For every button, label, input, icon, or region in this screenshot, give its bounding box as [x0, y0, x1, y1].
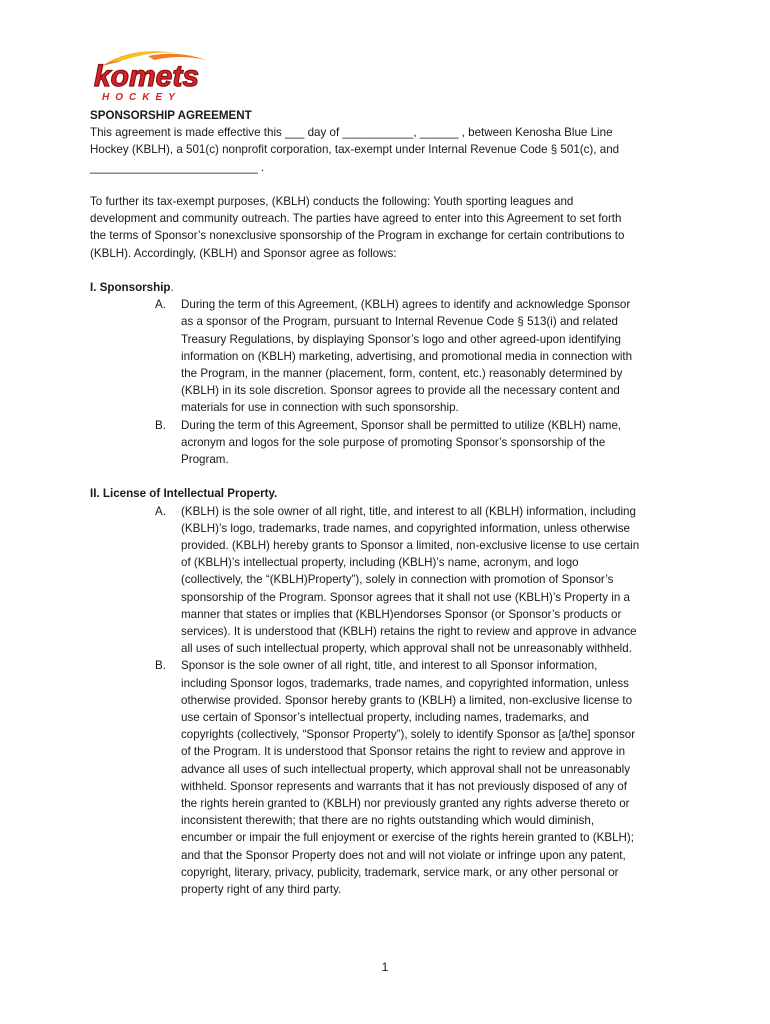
agreement-body [90, 107, 690, 898]
clause-line: of the Program. It is understood that Sponsor retains the right to review and approve in [181, 745, 626, 759]
clause-line: manner that states or implies that (KBLH)endorses Sponsor (or Sponsor’s products or [181, 607, 622, 621]
clause-text [181, 503, 690, 658]
clause-label: A. [155, 504, 166, 518]
clause-line: inconsistent therewith; that there are no rights outstanding which would diminish, [181, 814, 595, 828]
purpose-line: To further its tax-exempt purposes, (KBLH) conducts the following: Youth sporting leagues and [90, 195, 574, 208]
sponsorship-clauses [90, 296, 690, 468]
clause-line: Treasury Regulations, by displaying Sponsor’s logo and other agreed-upon identifying [181, 332, 621, 346]
clause-line: encumber or impair the full enjoyment or exercise of the rights herein granted to (KBLH); [181, 831, 635, 845]
clause-line: the Program, in the manner (placement, form, content, etc.) reasonably determined by [181, 367, 623, 381]
clause-label: A. [155, 298, 166, 312]
clause-line: the rights herein granted to (KBLH) nor previously granted any rights adverse thereto or [181, 797, 630, 811]
logo-word: komets [94, 60, 200, 93]
clause-line: (collectively, the “(KBLH)Property”), solely in connection with promotion of Sponsor’s [181, 573, 614, 587]
clause-line: services). It is understood that (KBLH) retains the right to review and approve in advance [181, 625, 637, 639]
logo-subword: HOCKEY [102, 92, 181, 102]
purpose-line: development and community outreach. The parties have agreed to enter into this Agreement to set forth [90, 212, 622, 226]
purpose-line: (KBLH). Accordingly, (KBLH) and Sponsor agree as follows: [90, 246, 397, 260]
clause-line: acronym and logos for the sole purpose of promoting Sponsor’s sponsorship of the [181, 435, 606, 449]
clause-line: Program. [181, 453, 229, 467]
clause-label: B. [155, 418, 166, 432]
clause-line: and that the Sponsor Property does not and will not violate or infringe upon any patent, [181, 848, 626, 862]
clause-line: property right of any third party. [181, 883, 342, 897]
clause-label: B. [155, 659, 166, 673]
clause-line: During the term of this Agreement, Sponsor shall be permitted to utilize (KBLH) name, [181, 418, 622, 432]
section-heading-license: II. License of Intellectual Property. [90, 487, 278, 501]
clause-text [181, 657, 690, 898]
clause-line: Sponsor is the sole owner of all right, title, and interest to all Sponsor information, [181, 659, 598, 673]
clause-line: advance all uses of such intellectual property, which approval shall not be unreasonably [181, 762, 630, 776]
license-clauses [90, 503, 690, 899]
document-title: SPONSORSHIP AGREEMENT [90, 109, 252, 122]
clause-line: (KBLH)’s logo, trademarks, trade names, and copyrighted information, unless otherwise [181, 521, 630, 535]
clause-line: During the term of this Agreement, (KBLH) agrees to identify and acknowledge Sponsor [181, 298, 631, 312]
page-number: 1 [381, 960, 389, 974]
clause-item [90, 657, 690, 898]
clause-text [181, 296, 690, 416]
clause-line: copyrights (collectively, “Sponsor Property”), solely to identify Sponsor as [a/the] sponsor [181, 728, 636, 742]
clause-line: of (KBLH)’s intellectual property, including (KBLH)’s name, acronym, and logo [181, 556, 579, 570]
clause-line: (KBLH) in its sole discretion. Sponsor agrees to provide all the necessary content and [181, 384, 620, 398]
intro-line: __________________________ . [90, 160, 265, 174]
komets-logo-graphic [88, 46, 212, 102]
clause-line: (KBLH) is the sole owner of all right, title, and interest to all (KBLH) information, including [181, 504, 636, 518]
section-heading-text: I. Sponsorship [90, 281, 171, 294]
clause-line: including Sponsor logos, trademarks, trade names, and copyrighted information, unless [181, 676, 629, 690]
clause-line: materials for use in connection with such sponsorship. [181, 401, 459, 415]
clause-line: use certain of Sponsor’s intellectual property, including names, trademarks, and [181, 711, 589, 725]
clause-line: otherwise provided. Sponsor hereby grants to (KBLH) a limited, non-exclusive license to [181, 693, 633, 707]
clause-item [90, 296, 690, 416]
clause-line: as a sponsor of the Program, pursuant to Internal Revenue Code § 513(i) and related [181, 315, 618, 329]
clause-line: provided. (KBLH) hereby grants to Sponsor a limited, non-exclusive license to use certain [181, 539, 640, 553]
clause-item [90, 417, 690, 469]
clause-line: withheld. Sponsor represents and warrants that it has not previously disposed of any of [181, 779, 627, 793]
intro-line: This agreement is made effective this ___ day of ___________, ______ , between Kenosha Blue Line [90, 126, 613, 140]
clause-line: copyright, literary, privacy, publicity, trademark, service mark, or any other personal or [181, 865, 619, 879]
komets-hockey-logo [88, 46, 212, 102]
clause-line: information on (KBLH) marketing, advertising, and promotional media in connection with [181, 349, 633, 363]
section-heading-period: . [170, 281, 174, 294]
clause-text [181, 417, 690, 469]
clause-item [90, 503, 690, 658]
section-heading-sponsorship [90, 279, 690, 296]
clause-line: all uses of such intellectual property, which approval shall not be unreasonably withheld. [181, 642, 632, 656]
intro-line: Hockey (KBLH), a 501(c) nonprofit corporation, tax-exempt under Internal Revenue Code § 501(c), and [90, 143, 620, 157]
purpose-line: the terms of Sponsor’s nonexclusive sponsorship of the Program in exchange for certain contributions to [90, 229, 625, 243]
clause-line: sponsorship of the Program. Sponsor agrees that it shall not use (KBLH)’s Property in a [181, 590, 630, 604]
